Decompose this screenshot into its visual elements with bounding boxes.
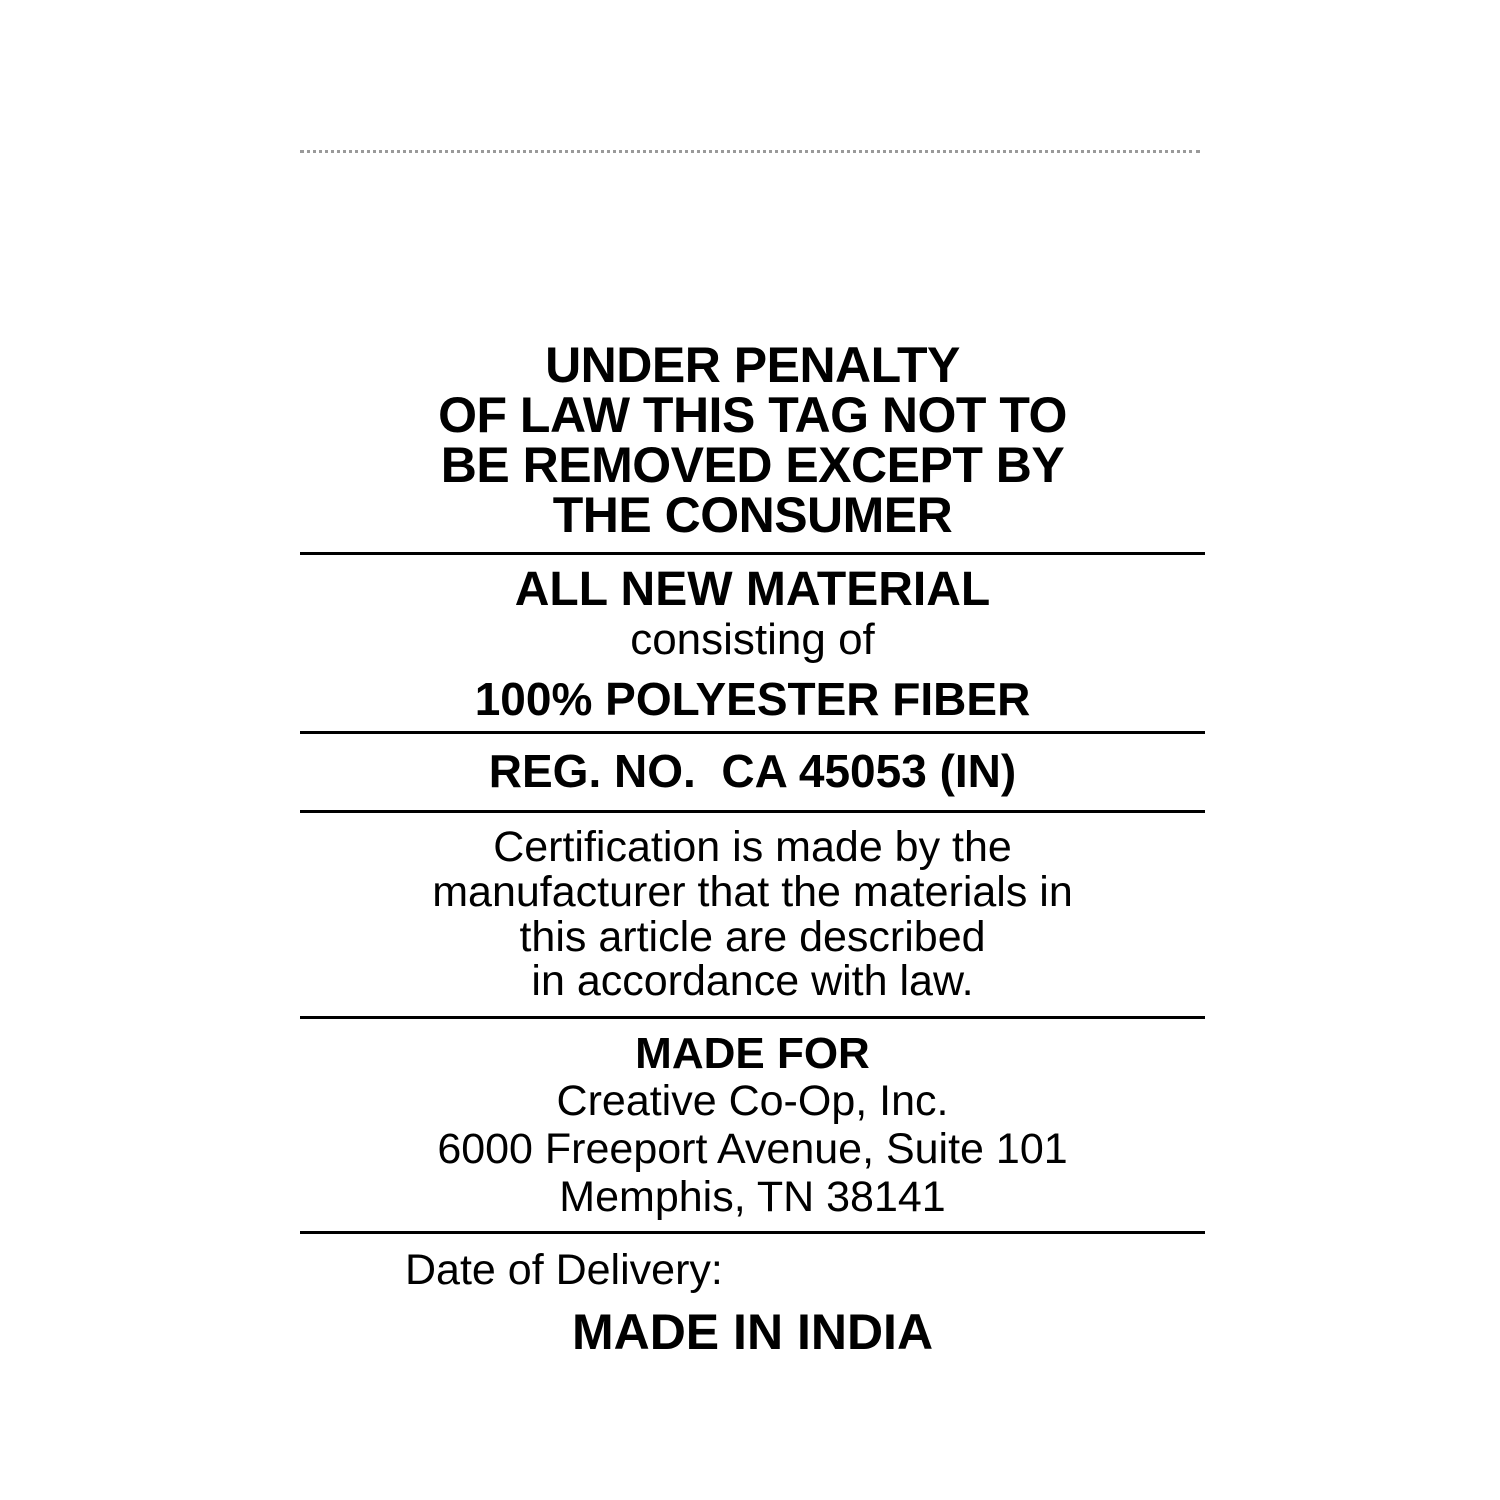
- registration-block: [300, 734, 1205, 810]
- registration-number: REG. NO. CA 45053 (IN): [488, 745, 1017, 798]
- made-for-street: 6000 Freeport Avenue, Suite 101: [437, 1124, 1068, 1173]
- made-for-block: [300, 1019, 1205, 1231]
- perforation-tear-line: [300, 150, 1200, 157]
- certification-line-2: manufacturer that the materials in: [432, 867, 1073, 916]
- material-composition: 100% POLYESTER FIBER: [474, 672, 1031, 725]
- certification-line-4: in accordance with law.: [531, 957, 974, 1006]
- date-of-delivery-label: Date of Delivery:: [405, 1246, 723, 1295]
- delivery-origin-block: [300, 1234, 1205, 1361]
- made-for-label: MADE FOR: [635, 1029, 870, 1079]
- certification-line-3: this article are described: [519, 912, 986, 961]
- certification-block: [300, 813, 1205, 1016]
- penalty-notice-line-3: BE REMOVED EXCEPT BY: [440, 437, 1065, 493]
- penalty-notice-line-4: THE CONSUMER: [552, 487, 953, 543]
- country-of-origin: MADE IN INDIA: [571, 1304, 934, 1361]
- penalty-notice-line-1: UNDER PENALTY: [545, 337, 960, 393]
- certification-line-1: Certification is made by the: [493, 823, 1012, 872]
- penalty-notice-block: [300, 337, 1205, 552]
- penalty-notice-line-2: OF LAW THIS TAG NOT TO: [438, 387, 1067, 443]
- made-for-city-state-zip: Memphis, TN 38141: [559, 1173, 946, 1222]
- material-heading: ALL NEW MATERIAL: [514, 563, 991, 616]
- material-block: [300, 555, 1205, 731]
- material-subheading: consisting of: [630, 614, 875, 664]
- made-for-company: Creative Co-Op, Inc.: [556, 1076, 949, 1125]
- tag-content: [300, 337, 1205, 1361]
